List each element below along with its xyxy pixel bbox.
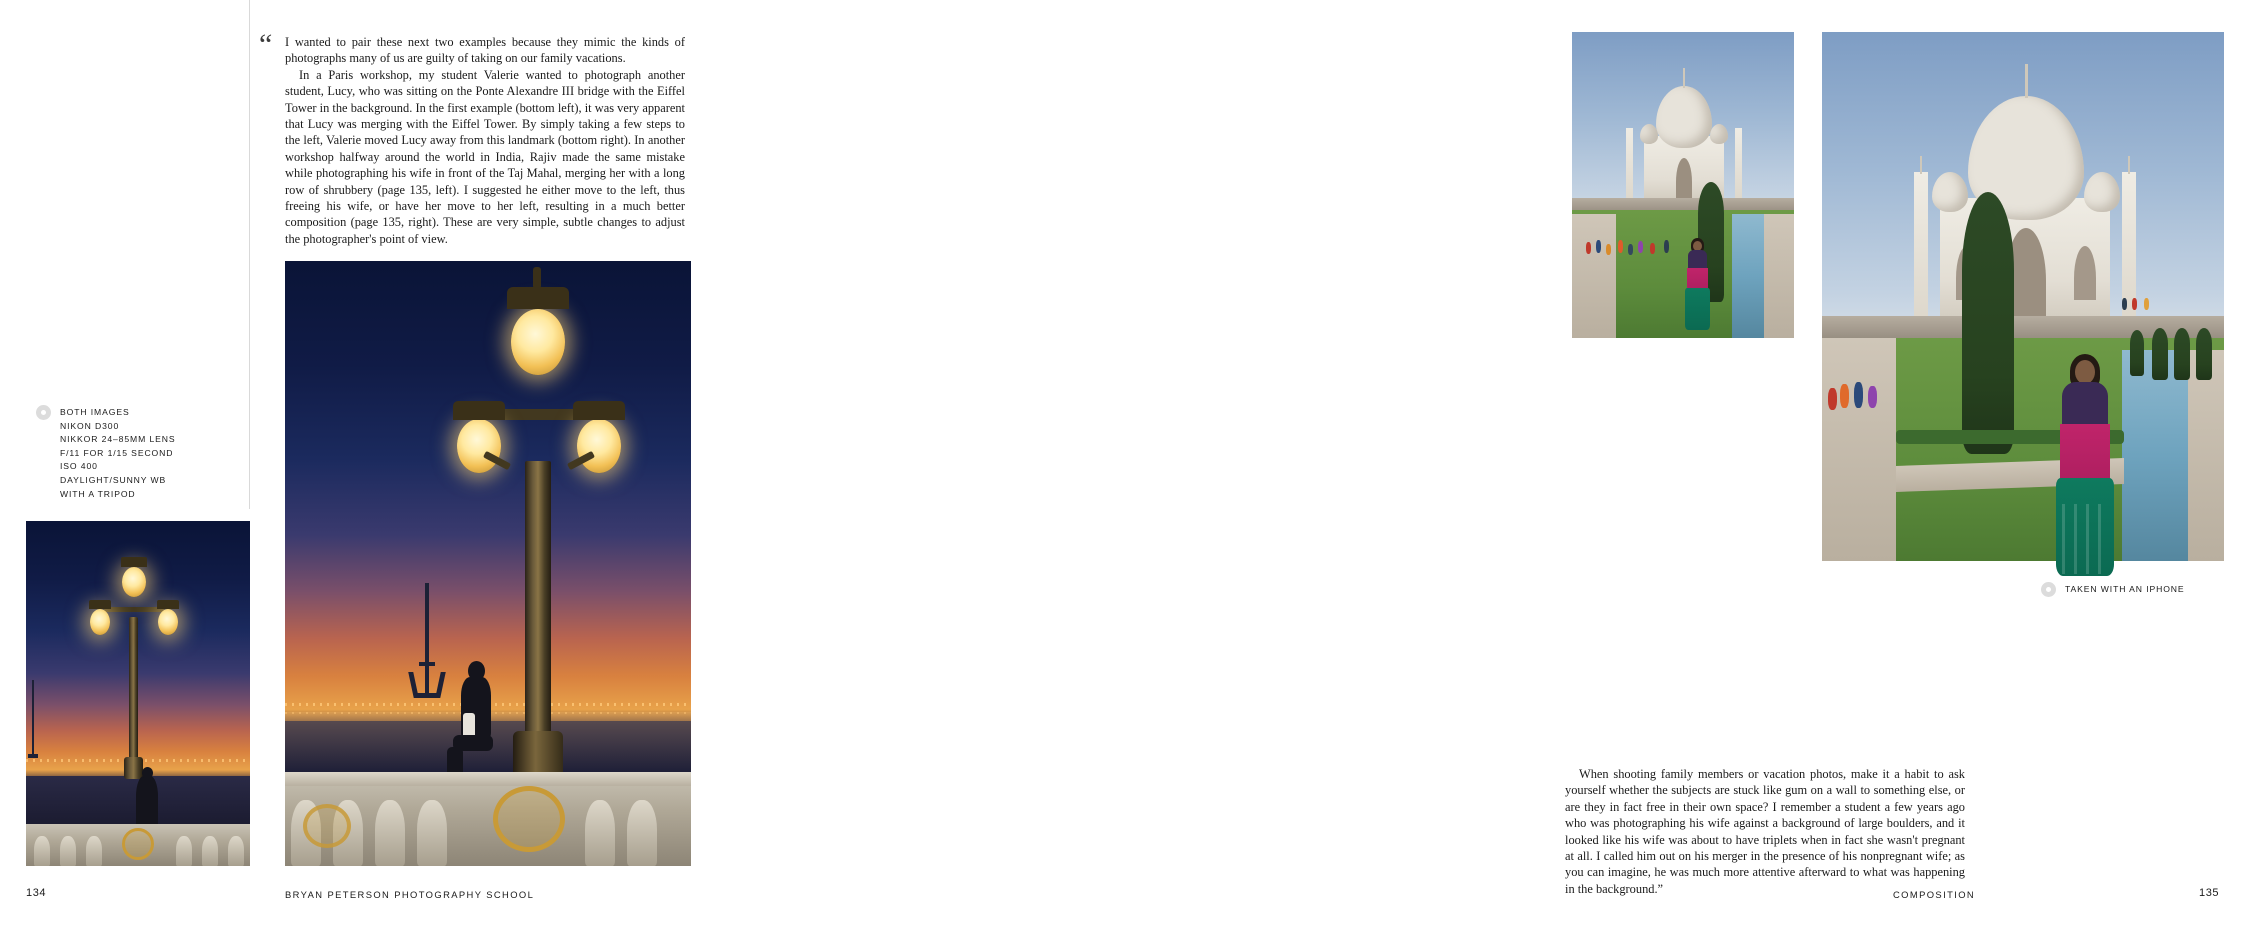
running-head-left: BRYAN PETERSON PHOTOGRAPHY SCHOOL <box>285 889 535 900</box>
quote-mark-icon: “ <box>259 28 271 61</box>
photo-paris-bridge-lamp-large <box>285 261 691 866</box>
caption-bullet-icon <box>36 405 51 420</box>
caption-line: F/11 FOR 1/15 SECOND <box>60 447 174 458</box>
page-left <box>0 0 750 926</box>
left-photo-caption <box>60 406 230 501</box>
photo-taj-mahal-merging-small <box>1572 32 1794 338</box>
paragraph: In a Paris workshop, my student Valerie wanted to photograph another student, Lucy, who was sitting on the Ponte Alexandre III bridge with the Eiffel Tower in the background. In the first example (bottom left), it was very apparent that Lucy was merging with the Eiffel Tower. By simply taking a few steps to the left, Valerie moved Lucy away from this landmark (bottom right). In another workshop halfway around the world in India, Rajiv made the same mistake while photographing his wife in front of the Taj Mahal, merging her with a long row of shrubbery (page 135, left). I suggested he either move to the left, thus freeing his wife, or have her move to her left, resulting in a much better composition (page 135, right). These are very simple, subtle changes to adjust the photographer's point of view. <box>285 67 685 246</box>
caption-line: TAKEN WITH AN IPHONE <box>2065 584 2185 594</box>
page-number-right: 135 <box>2199 887 2220 899</box>
column-rule <box>249 0 250 509</box>
right-body-text <box>1565 766 1965 897</box>
caption-line: NIKKOR 24–85MM LENS <box>60 434 176 445</box>
page-right <box>750 0 2220 926</box>
page-number-left: 134 <box>26 887 47 899</box>
photo-paris-bridge-merging-small <box>26 521 250 866</box>
left-body-text <box>259 28 685 247</box>
paragraph: When shooting family members or vacation photos, make it a habit to ask yourself whether the subjects are stuck like gum on a wall to something else, or are they in fact free in their own space? I remember a student a few years ago who was photographing his wife against a background of large boulders, and it looked like his wife was about to have triplets when in fact she wasn't pregnant at all. I called him out on his merger in the presence of his nonpregnant wife; as you can imagine, he was much more attentive afterward to what was happening in the background.” <box>1565 767 1965 896</box>
photo-taj-mahal-clear-large <box>1822 32 2224 561</box>
running-head-right: COMPOSITION <box>1893 889 1976 900</box>
caption-line: WITH A TRIPOD <box>60 488 136 499</box>
caption-line: ISO 400 <box>60 461 98 472</box>
caption-line: NIKON D300 <box>60 420 120 431</box>
caption-bullet-icon <box>2041 582 2056 597</box>
right-photo-caption <box>2065 583 2265 597</box>
paragraph: I wanted to pair these next two examples because they mimic the kinds of photographs many of us are guilty of taking on our family vacations. <box>285 35 685 66</box>
caption-line: BOTH IMAGES <box>60 407 130 417</box>
caption-line: DAYLIGHT/SUNNY WB <box>60 474 167 485</box>
